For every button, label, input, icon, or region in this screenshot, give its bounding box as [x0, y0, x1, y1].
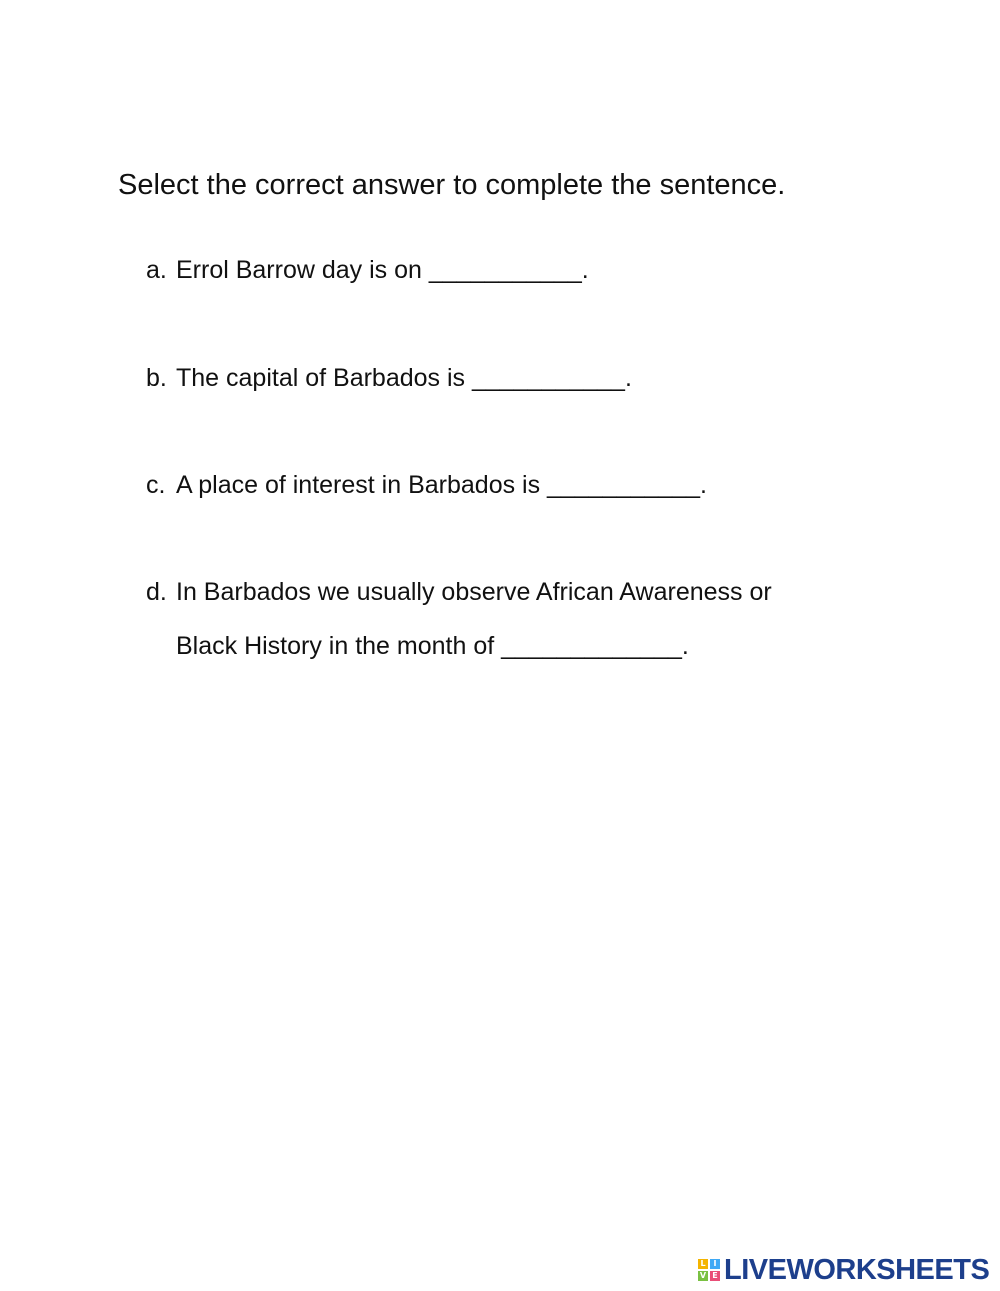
question-b — [146, 361, 866, 395]
logo-letter-l: L — [698, 1259, 708, 1269]
question-marker: d. — [146, 578, 167, 606]
logo-letter-i: I — [710, 1259, 720, 1269]
question-text: Errol Barrow day is on ___________. — [176, 256, 589, 284]
question-text: A place of interest in Barbados is ___________. — [176, 471, 707, 499]
question-a — [146, 253, 866, 287]
question-marker: a. — [146, 256, 167, 284]
logo-icon — [698, 1259, 720, 1281]
logo-letter-v: V — [699, 1271, 707, 1280]
instruction-heading: Select the correct answer to complete the sentence. — [118, 169, 786, 201]
logo-letter-e: E — [710, 1271, 720, 1281]
question-marker: c. — [146, 471, 166, 499]
question-c — [146, 468, 866, 502]
question-text: The capital of Barbados is ___________. — [176, 364, 632, 392]
question-d — [146, 575, 866, 663]
logo-text: LIVEWORKSHEETS — [724, 1253, 990, 1286]
question-marker: b. — [146, 364, 167, 392]
liveworksheets-logo — [698, 1254, 989, 1286]
question-text-line-2: Black History in the month of _____________. — [176, 632, 689, 660]
question-text-line-1: In Barbados we usually observe African Awareness or — [176, 578, 772, 606]
